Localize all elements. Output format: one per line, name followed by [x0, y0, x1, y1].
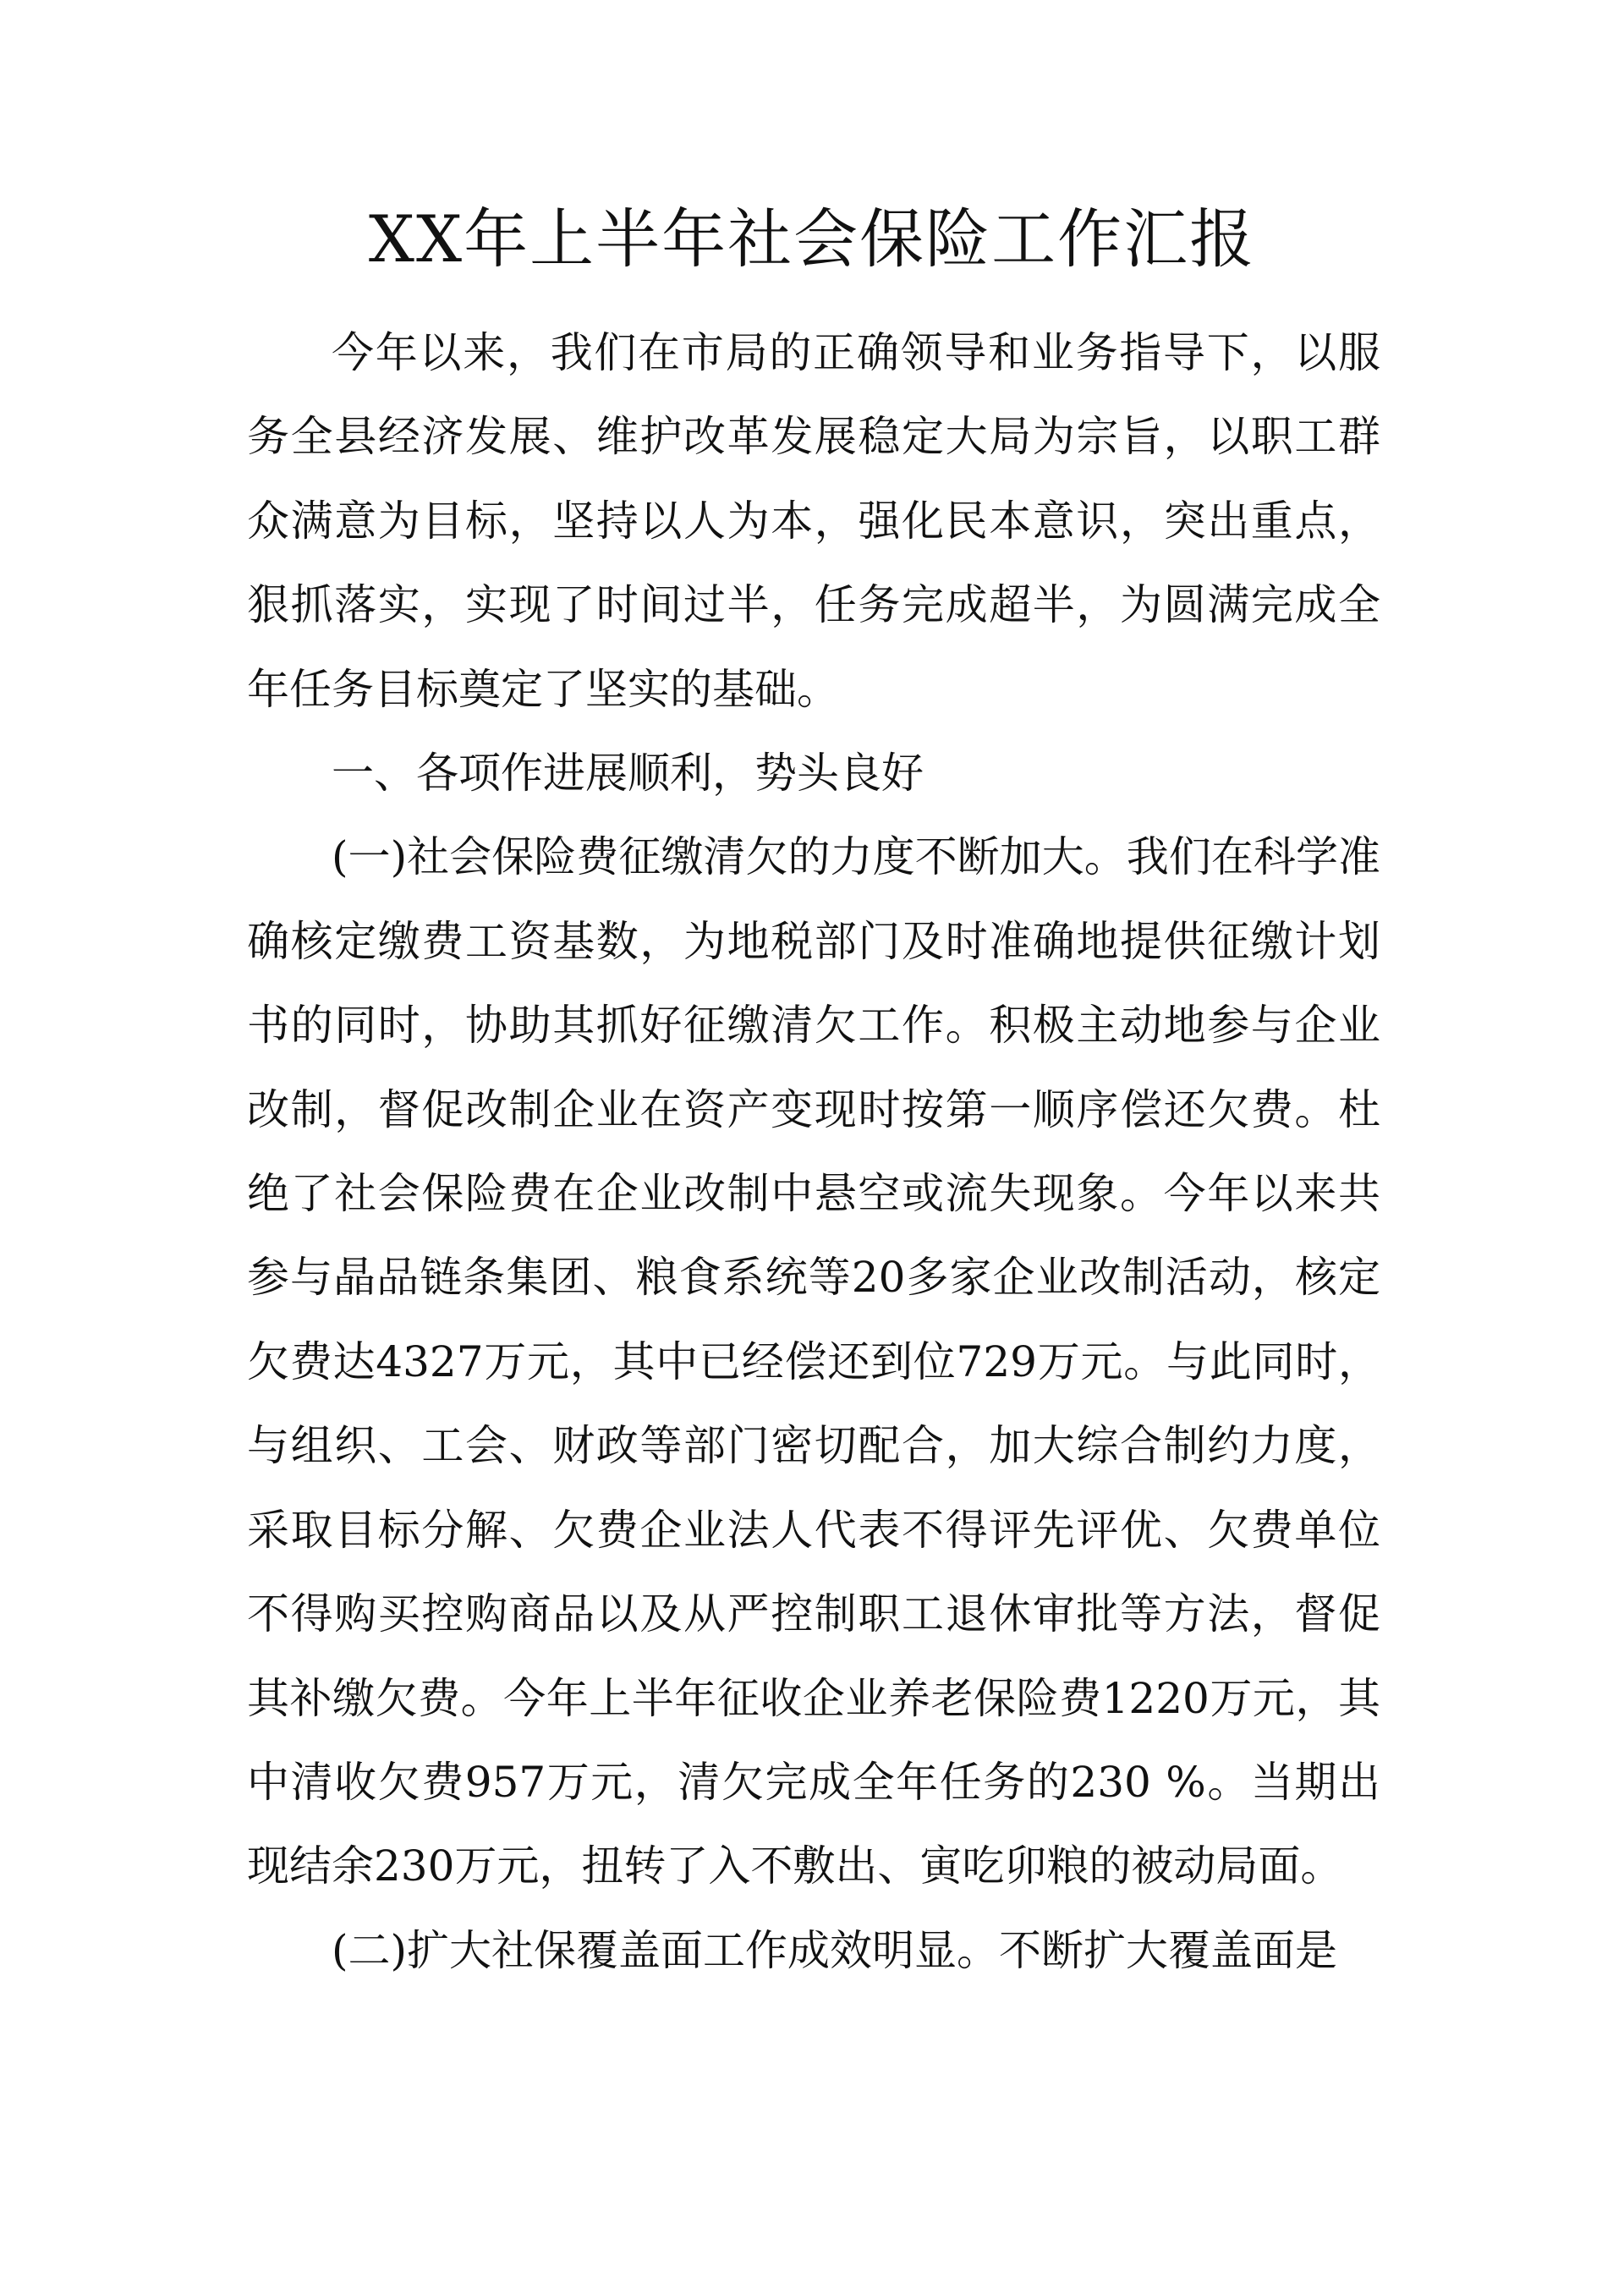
document-body [247, 311, 1380, 1993]
section-heading-1: 一、各项作进展顺利，势头良好 [332, 749, 924, 799]
intro-paragraph: 今年以来，我们在市局的正确领导和业务指导下，以服务全县经济发展、维护改革发展稳定大局为宗旨，以职工群众满意为目标，坚持以人为本，强化民本意识，突出重点，狠抓落实，实现了时间过半，任务完成超半，为圆满完成全年任务目标奠定了坚实的基础。 [247, 328, 1380, 714]
subsection-1-paragraph: (一)社会保险费征缴清欠的力度不断加大。我们在科学准确核定缴费工资基数，为地税部门及时准确地提供征缴计划书的同时，协助其抓好征缴清欠工作。积极主动地参与企业改制，督促改制企业在资产变现时按第一顺序偿还欠费。杜绝了社会保险费在企业改制中悬空或流失现象。今年以来共参与晶品链条集团、粮食系统等20多家企业改制活动，核定欠费达4327万元，其中已经偿还到位729万元。与此同时，与组织、工会、财政等部门密切配合，加大综合制约力度，采取目标分解、欠费企业法人代表不得评先评优、欠费单位不得购买控购商品以及从严控制职工退休审批等方法，督促其补缴欠费。今年上半年征收企业养老保险费1220万元，其中清收欠费957万元，清欠完成全年任务的230 %。当期出现结余230万元，扭转了入不敷出、寅吃卯粮的被动局面。 [247, 832, 1380, 1891]
subsection-2-paragraph: (二)扩大社保覆盖面工作成效明显。不断扩大覆盖面是 [332, 1925, 1338, 1975]
document-title: XX年上半年社会保险工作汇报 [368, 201, 1256, 277]
